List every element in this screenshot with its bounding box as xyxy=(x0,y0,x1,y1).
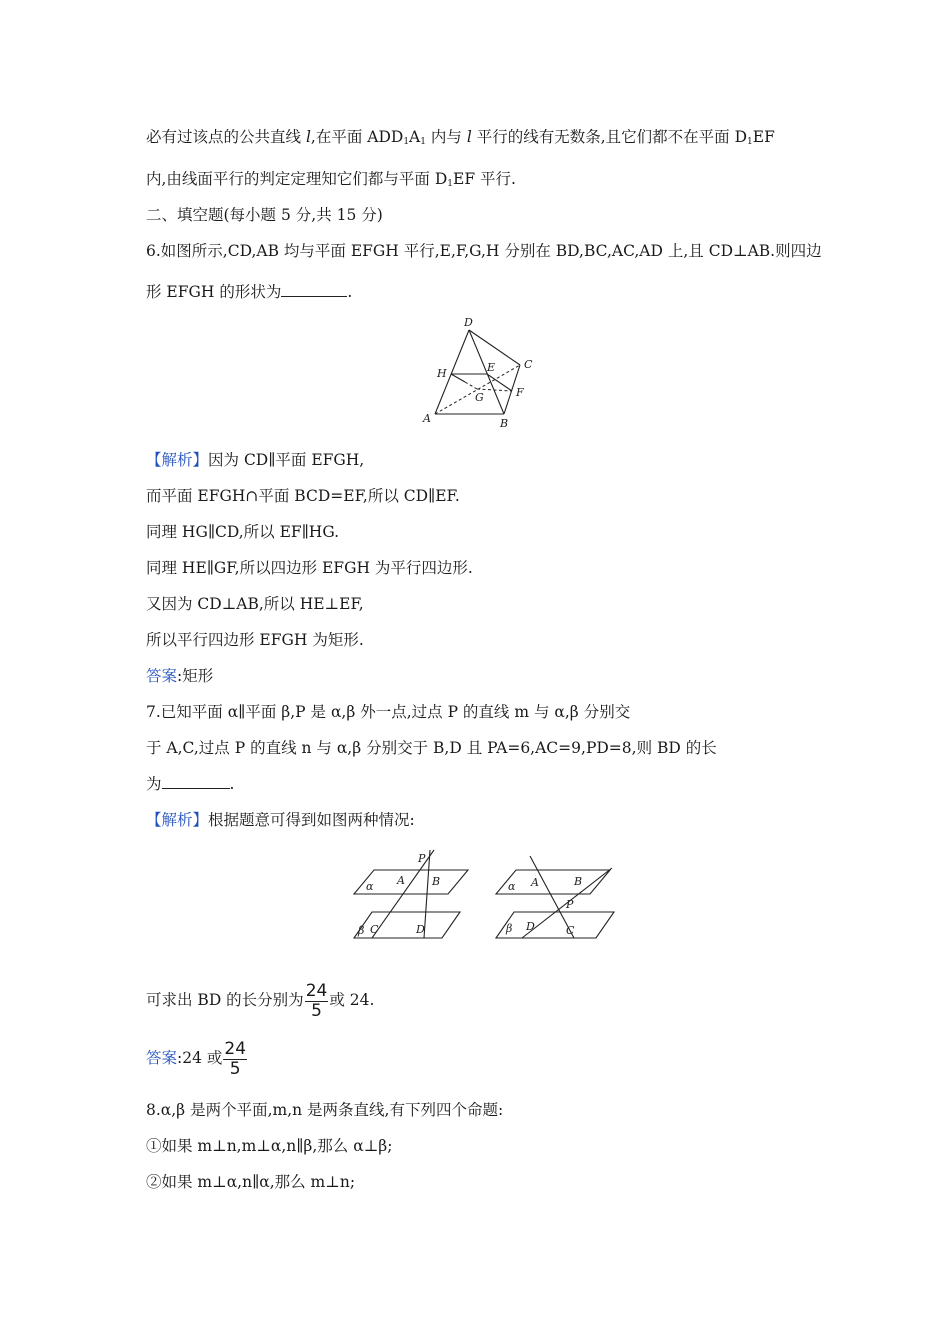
label-P: P xyxy=(566,898,574,911)
edge-HG-dashed xyxy=(465,382,477,389)
question-6-line-2: 形 EFGH 的形状为 . xyxy=(146,283,353,301)
answer-line: 答案:24 或 $\frac{24}{5}$ xyxy=(146,1038,247,1079)
fraction: $\frac{24}{5}$ xyxy=(224,1038,247,1079)
label-C: C xyxy=(524,358,533,371)
proposition-1: ①如果 m⊥n,m⊥α,n∥β,那么 α⊥β; xyxy=(146,1137,393,1155)
tetrahedron-figure xyxy=(415,314,545,432)
analysis-line: 又因为 CD⊥AB,所以 HE⊥EF, xyxy=(146,595,364,613)
section-heading: 二、填空题(每小题 5 分,共 15 分) xyxy=(146,206,383,224)
answer-blank xyxy=(281,282,347,297)
label-F: F xyxy=(516,386,524,399)
question-8-line-1: 8.α,β 是两个平面,m,n 是两条直线,有下列四个命题: xyxy=(146,1101,504,1119)
analysis-line: 同理 HG∥CD,所以 EF∥HG. xyxy=(146,523,340,541)
label-A: A xyxy=(397,874,405,887)
question-7-line-1: 7.已知平面 α∥平面 β,P 是 α,β 外一点,过点 P 的直线 m 与 α,β 分别交 xyxy=(146,703,631,721)
label-A: A xyxy=(531,876,539,889)
label-beta: β xyxy=(358,924,365,937)
label-C: C xyxy=(370,923,379,936)
label-D: D xyxy=(526,920,535,933)
analysis-line: 【解析】根据题意可得到如图两种情况: xyxy=(146,811,415,829)
proposition-2: ②如果 m⊥α,n∥α,那么 m⊥n; xyxy=(146,1173,356,1191)
planes-figure-case-2 xyxy=(494,846,618,942)
label-E: E xyxy=(487,361,496,374)
label-B: B xyxy=(500,417,509,430)
analysis-tag: 【解析】 xyxy=(146,451,209,469)
analysis-line: 【解析】因为 CD∥平面 EFGH, xyxy=(146,451,365,469)
label-D: D xyxy=(464,316,473,329)
edge-HG-solid xyxy=(451,374,465,382)
analysis-line: 而平面 EFGH∩平面 BCD=EF,所以 CD∥EF. xyxy=(146,487,460,505)
answer-tag: 答案 xyxy=(146,1049,178,1067)
label-H: H xyxy=(437,367,447,380)
label-A: A xyxy=(423,412,431,425)
label-B: B xyxy=(432,875,441,888)
text-line: 必有过该点的公共直线 l,在平面 $ADD_1A_1$ 内与 l 平行的线有无数条,且它们都不在平面 $D_1EF$ xyxy=(146,128,775,147)
label-P: P xyxy=(418,852,426,865)
text-line: 内,由线面平行的判定定理知它们都与平面 $D_1EF$ 平行. xyxy=(146,170,516,189)
label-alpha: α xyxy=(508,880,516,893)
label-G: G xyxy=(475,391,484,404)
question-6-line-1: 6.如图所示,CD,AB 均与平面 EFGH 平行,E,F,G,H 分别在 BD,BC,AC,AD 上,且 CD⊥AB.则四边 xyxy=(146,242,822,260)
label-C: C xyxy=(566,924,575,937)
label-D: D xyxy=(416,923,425,936)
result-line: 可求出 BD 的长分别为 $\frac{24}{5}$ 或 24. xyxy=(146,980,375,1021)
planes-figure-case-1 xyxy=(352,846,470,942)
analysis-line: 所以平行四边形 EFGH 为矩形. xyxy=(146,631,364,649)
answer-line: 答案:矩形 xyxy=(146,667,214,685)
answer-blank xyxy=(162,774,230,789)
analysis-line: 同理 HE∥GF,所以四边形 EFGH 为平行四边形. xyxy=(146,559,473,577)
question-7-line-2: 于 A,C,过点 P 的直线 n 与 α,β 分别交于 B,D 且 PA=6,AC=9,PD=8,则 BD 的长 xyxy=(146,739,717,757)
plane-beta xyxy=(496,912,614,938)
answer-tag: 答案 xyxy=(146,667,178,685)
question-7-line-3: 为 . xyxy=(146,775,235,793)
analysis-tag: 【解析】 xyxy=(146,811,209,829)
label-B: B xyxy=(574,875,583,888)
label-beta: β xyxy=(506,922,513,935)
label-alpha: α xyxy=(366,880,374,893)
fraction: $\frac{24}{5}$ xyxy=(305,980,328,1021)
